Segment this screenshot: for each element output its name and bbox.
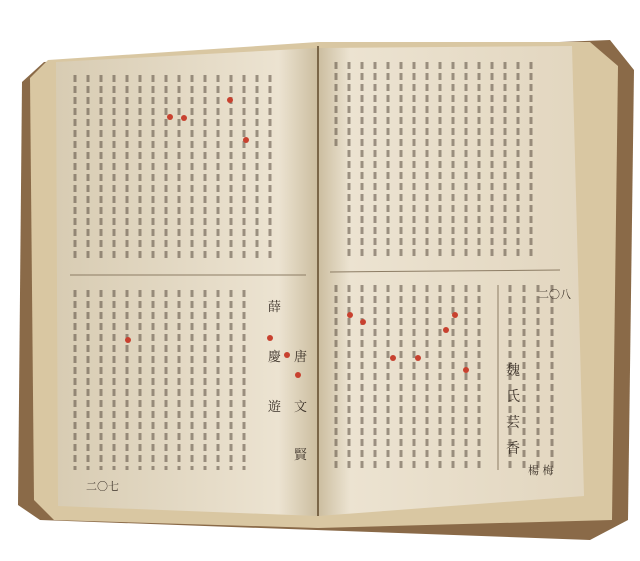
right-header-names [500, 360, 530, 470]
right-page [318, 46, 584, 516]
header-char: 氏 [506, 389, 520, 405]
header-char: 芸 [506, 415, 520, 431]
header-char: 魏 [506, 363, 520, 379]
header-char: 香 [506, 441, 520, 457]
left-header-names [268, 276, 328, 476]
header-char: 賢 [294, 448, 308, 463]
right-subheader: 楊 梅 [528, 464, 554, 477]
header-char: 遊 [268, 400, 282, 415]
header-char: 薛 [268, 300, 282, 315]
header-char: 文 [294, 400, 308, 415]
header-char: 唐 [294, 350, 308, 365]
header-char: 慶 [268, 350, 282, 365]
left-page-number: 二〇七 [86, 480, 119, 493]
right-page-number: 二〇八 [538, 288, 571, 301]
